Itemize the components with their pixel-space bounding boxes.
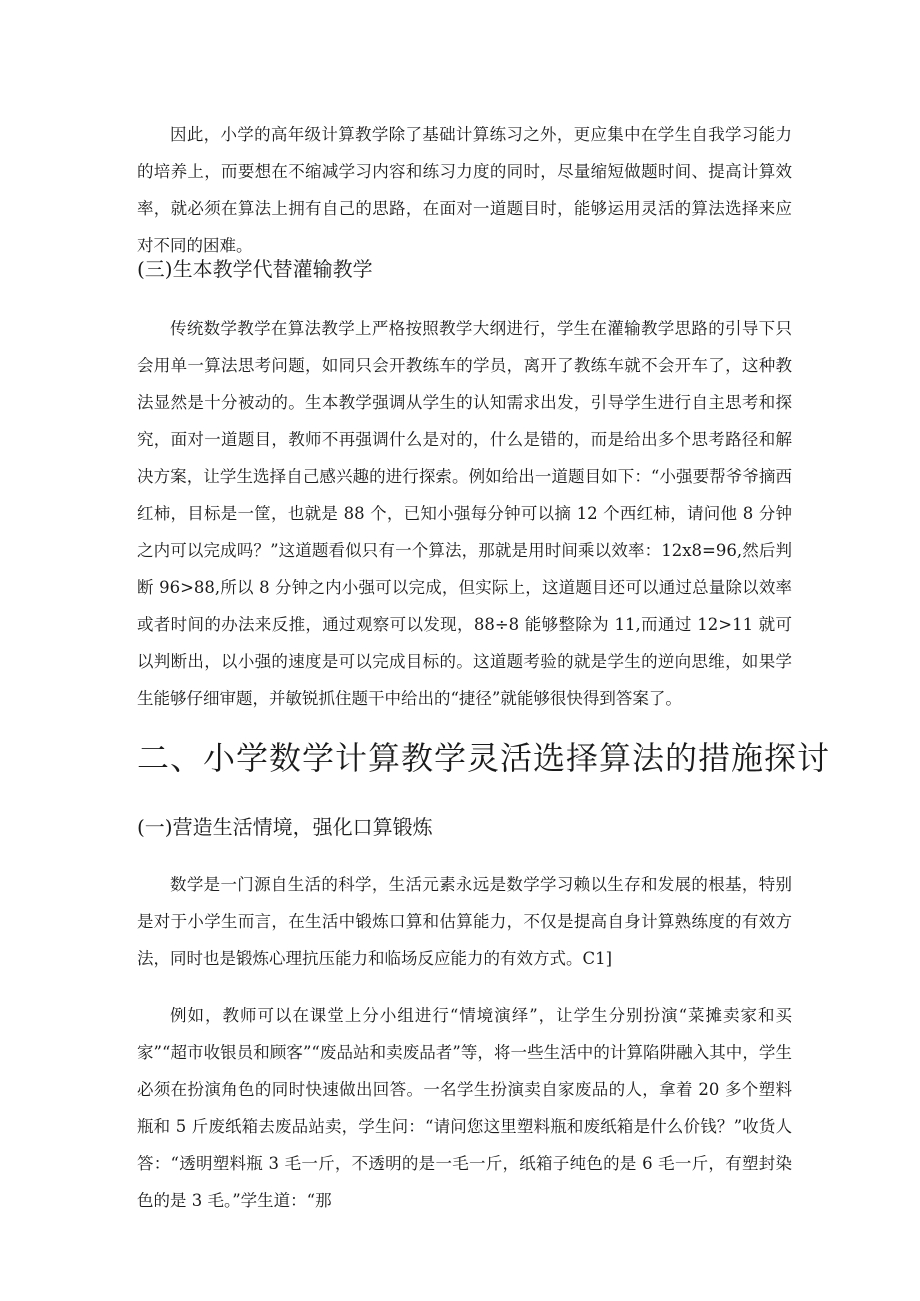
paragraph-student-centered-teaching: 传统数学教学在算法教学上严格按照教学大纲进行，学生在灌输教学思路的引导下只会用单一算法思考问题，如同只会开教练车的学员，离开了教练车就不会开车了，这种教法显然是十分被动的。生本教学强调从学生的认知需求出发，引导学生进行自主思考和探究，面对一道题目，教师不再强调什么是对的，什么是错的，而是给出多个思考路径和解决方案，让学生选择自己感兴趣的进行探索。例如给出一道题目如下：“小强要帮爷爷摘西红柿，目标是一筐，也就是 88 个，已知小强每分钟可以摘 12 个西红柿，请问他 8 分钟之内可以完成吗？”这道题看似只有一个算法，那就是用时间乘以效率：12x8=96,然后判断 96>88,所以 8 分钟之内小强可以完成，但实际上，这道题目还可以通过总量除以效率或者时间的办法来反推，通过观察可以发现，88÷8 能够整除为 11,而通过 12>11 就可以判断出，以小强的速度是可以完成目标的。这道题考验的就是学生的逆向思维，如果学生能够仔细审题，并敏锐抓住题干中给出的“捷径”就能够很快得到答案了。 — [137, 319, 792, 708]
paragraph-math-from-life: 数学是一门源自生活的科学，生活元素永远是数学学习赖以生存和发展的根基，特别是对于小学生而言，在生活中锻炼口算和估算能力，不仅是提高自身计算熟练度的有效方法，同时也是锻炼心理抗压能力和临场反应能力的有效方式。C1] — [137, 875, 792, 968]
paragraph-role-play-example: 例如，教师可以在课堂上分小组进行“情境演绎”，让学生分别扮演“菜摊卖家和买家”“超市收银员和顾客”“废品站和卖废品者”等，将一些生活中的计算陷阱融入其中，学生必须在扮演角色的同时快速做出回答。一名学生扮演卖自家废品的人，拿着 20 多个塑料瓶和 5 斤废纸箱去废品站卖，学生问：“请问您这里塑料瓶和废纸箱是什么价钱？”收货人答：“透明塑料瓶 3 毛一斤，不透明的是一毛一斤，纸箱子纯色的是 6 毛一斤，有塑封染色的是 3 毛。”学生道：“那 — [137, 1006, 792, 1210]
section-heading-student-centered: (三)生本教学代替灌输教学 — [137, 257, 373, 281]
section-heading-life-situations: (一)营造生活情境，强化口算锻炼 — [137, 815, 433, 839]
paragraph-calculation-efficiency: 因此，小学的高年级计算教学除了基础计算练习之外，更应集中在学生自我学习能力的培养上，而要想在不缩减学习内容和练习力度的同时，尽量缩短做题时间、提高计算效率，就必须在算法上拥有自己的思路，在面对一道题目时，能够运用灵活的算法选择来应对不同的困难。 — [137, 125, 792, 255]
chapter-heading-algorithm-measures: 二、小学数学计算教学灵活选择算法的措施探讨 — [137, 739, 831, 777]
